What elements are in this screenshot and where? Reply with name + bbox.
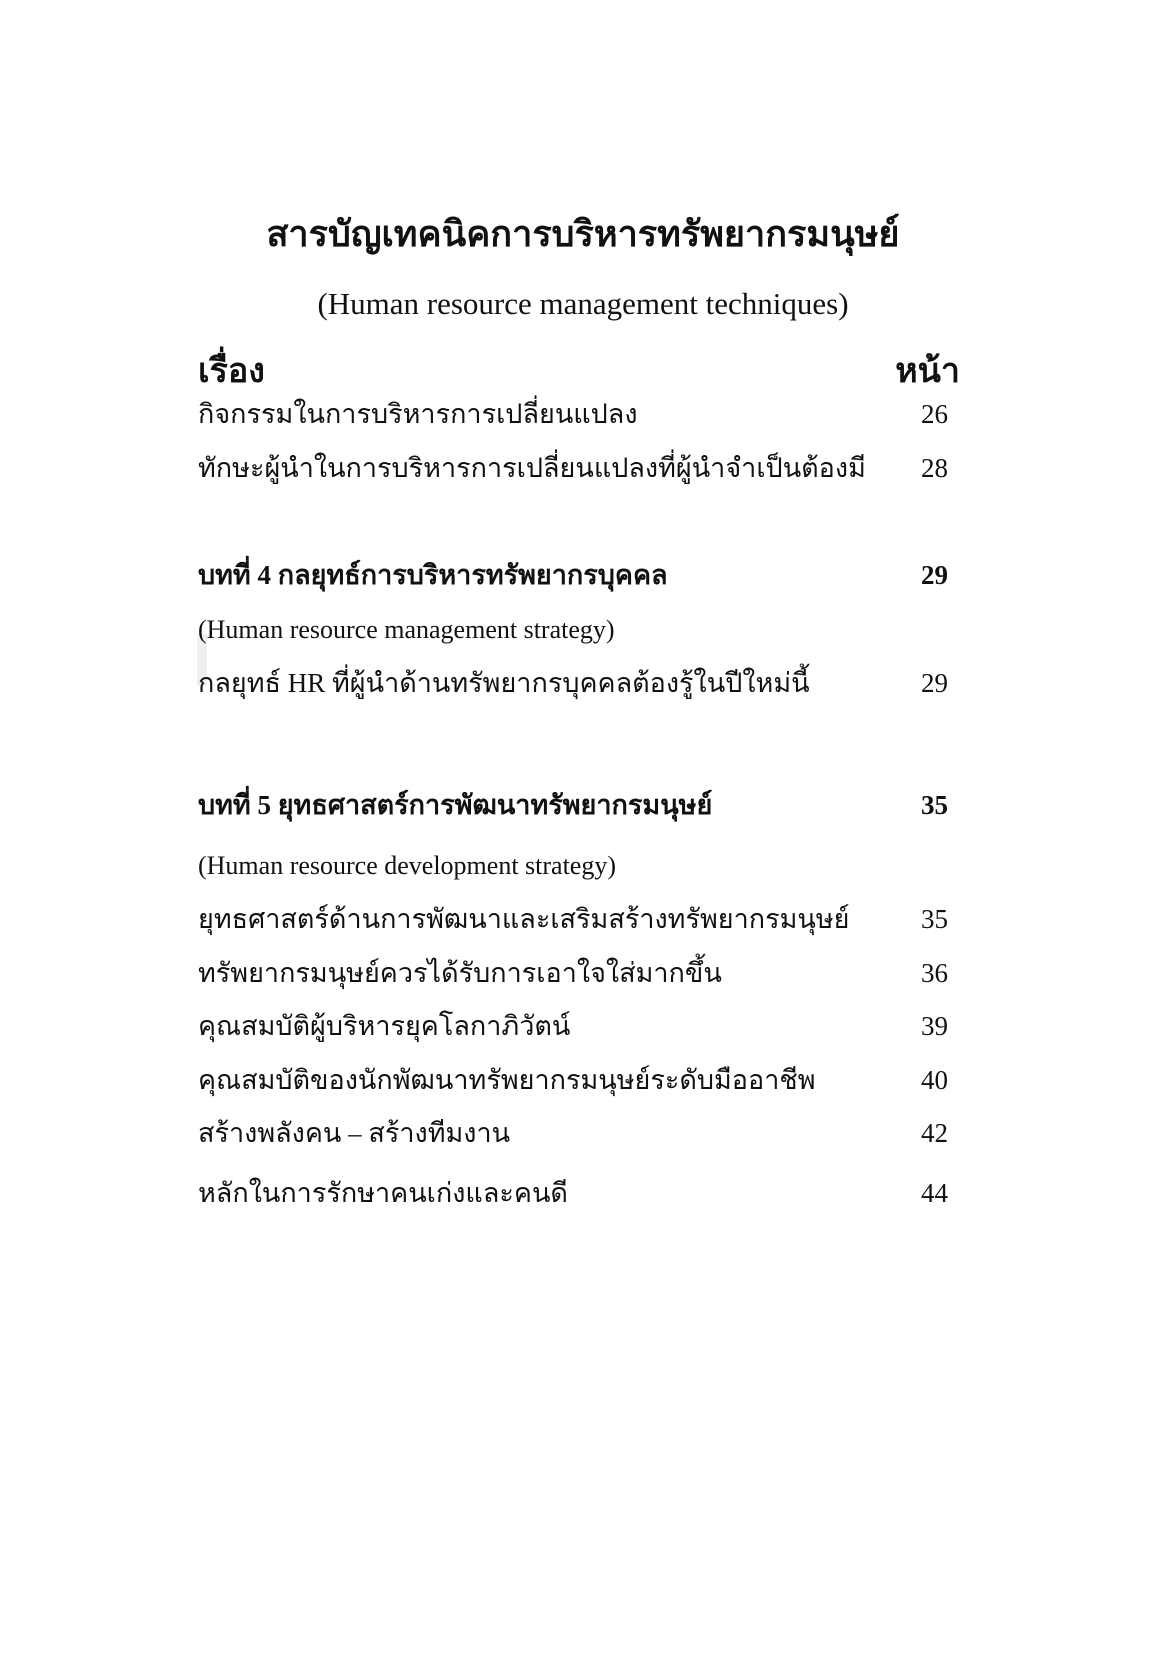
toc-entry xyxy=(198,899,948,939)
toc-entry-page: 39 xyxy=(921,1011,948,1041)
chapter-subtitle xyxy=(198,846,948,886)
page-title: สารบัญเทคนิคการบริหารทรัพยากรมนุษย์ xyxy=(266,214,900,254)
toc-entry xyxy=(198,1113,948,1153)
toc-entry-text: สร้างพลังคน – สร้างทีมงาน xyxy=(198,1118,511,1148)
chapter-subtitle xyxy=(198,610,948,650)
toc-entry-page: 28 xyxy=(921,453,948,483)
toc-entry-text: หลักในการรักษาคนเก่งและคนดี xyxy=(198,1178,568,1208)
chapter-page: 29 xyxy=(921,560,948,590)
toc-header xyxy=(198,348,960,396)
toc-entry-text: คุณสมบัติผู้บริหารยุคโลกาภิวัตน์ xyxy=(198,1011,571,1041)
chapter-heading xyxy=(198,555,948,595)
toc-entry-page: 35 xyxy=(921,904,948,934)
toc-entry-page: 26 xyxy=(921,399,948,429)
toc-entry-text: ทักษะผู้นำในการบริหารการเปลี่ยนแปลงที่ผู้นำจำเป็นต้องมี xyxy=(198,453,866,483)
chapter-page: 35 xyxy=(921,790,948,820)
toc-entry xyxy=(198,1060,948,1100)
toc-entry xyxy=(198,394,948,434)
toc-entry xyxy=(198,1006,948,1046)
toc-entry xyxy=(198,448,948,488)
chapter-title: บทที่ 5 ยุทธศาสตร์การพัฒนาทรัพยากรมนุษย์ xyxy=(198,790,713,820)
toc-entry-text: กิจกรรมในการบริหารการเปลี่ยนแปลง xyxy=(198,399,638,429)
toc-entry-page: 36 xyxy=(921,958,948,988)
toc-entry-text: ยุทธศาสตร์ด้านการพัฒนาและเสริมสร้างทรัพยากรมนุษย์ xyxy=(198,904,850,934)
toc-entry-text: คุณสมบัติของนักพัฒนาทรัพยากรมนุษย์ระดับมืออาชีพ xyxy=(198,1065,816,1095)
chapter-subtitle-text: (Human resource development strategy) xyxy=(198,851,617,880)
chapter-heading xyxy=(198,785,948,825)
toc-entry xyxy=(198,1173,948,1213)
toc-entry xyxy=(198,953,948,993)
page-subtitle: (Human resource management techniques) xyxy=(317,286,849,321)
toc-entry-page: 44 xyxy=(921,1178,948,1208)
toc-entry-page: 42 xyxy=(921,1118,948,1148)
toc-entry-page: 29 xyxy=(921,668,948,698)
chapter-title: บทที่ 4 กลยุทธ์การบริหารทรัพยากรบุคคล xyxy=(198,560,668,590)
chapter-subtitle-text: (Human resource management strategy) xyxy=(198,615,615,644)
page-column-label: หน้า xyxy=(895,353,960,390)
toc-entry-page: 40 xyxy=(921,1065,948,1095)
topic-column-label: เรื่อง xyxy=(198,353,265,390)
toc-entry xyxy=(198,663,948,703)
toc-entry-text: ทรัพยากรมนุษย์ควรได้รับการเอาใจใส่มากขึ้น xyxy=(198,958,722,988)
toc-entry-text: กลยุทธ์ HR ที่ผู้นำด้านทรัพยากรบุคคลต้องรู้ในปีใหม่นี้ xyxy=(198,668,810,698)
